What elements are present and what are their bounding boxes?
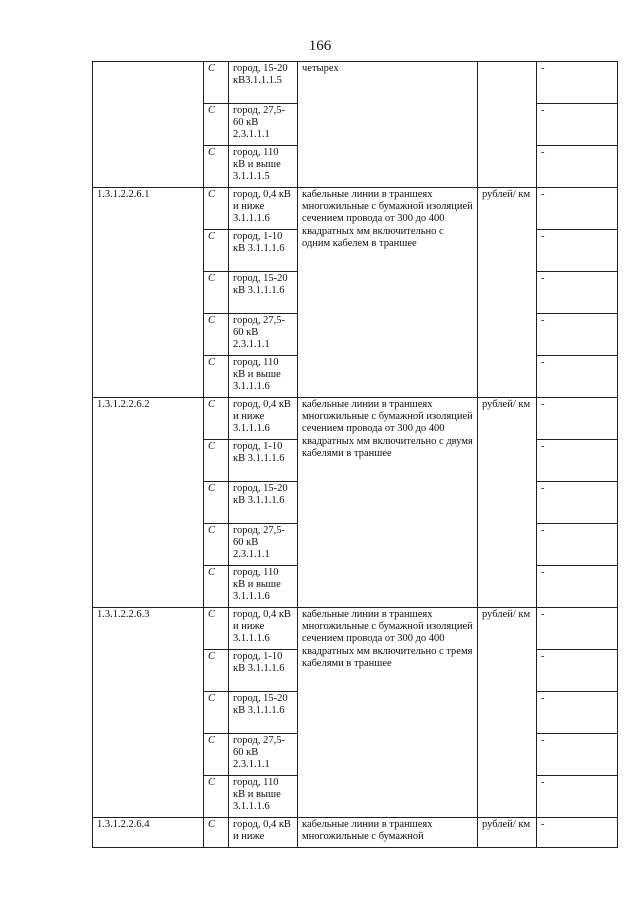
- value-cell: -: [537, 650, 618, 692]
- tariff-table: [92, 61, 618, 848]
- value-cell: -: [537, 188, 618, 230]
- value-cell: -: [537, 62, 618, 104]
- category-cell: С: [204, 188, 229, 230]
- subcategory-cell: город, 110 кВ и выше 3.1.1.1.6: [229, 356, 298, 398]
- subcategory-cell: город, 15-20 кВ 3.1.1.1.6: [229, 692, 298, 734]
- value-cell: -: [537, 440, 618, 482]
- table-row: [93, 608, 618, 650]
- category-cell: С: [204, 104, 229, 146]
- category-cell: С: [204, 272, 229, 314]
- description-cell: кабельные линии в траншеях многожильные с бумажной изоляцией сечением провода от 300 до 400 квадратных мм включительно с одним кабелем в траншее: [298, 188, 478, 398]
- category-cell: С: [204, 692, 229, 734]
- value-cell: -: [537, 482, 618, 524]
- table-body: [93, 62, 618, 848]
- category-cell: С: [204, 818, 229, 848]
- value-cell: -: [537, 524, 618, 566]
- value-cell: -: [537, 566, 618, 608]
- category-cell: С: [204, 524, 229, 566]
- subcategory-cell: город, 110 кВ и выше 3.1.1.1.6: [229, 776, 298, 818]
- category-cell: С: [204, 566, 229, 608]
- page-number: 166: [308, 38, 332, 54]
- value-cell: -: [537, 608, 618, 650]
- subcategory-cell: город, 15-20 кВ3.1.1.1.5: [229, 62, 298, 104]
- subcategory-cell: город, 27,5-60 кВ 2.3.1.1.1: [229, 734, 298, 776]
- code-cell: 1.3.1.2.2.6.2: [93, 398, 204, 608]
- category-cell: С: [204, 314, 229, 356]
- value-cell: -: [537, 230, 618, 272]
- value-cell: -: [537, 146, 618, 188]
- subcategory-cell: город, 1-10 кВ 3.1.1.1.6: [229, 650, 298, 692]
- code-cell: 1.3.1.2.2.6.4: [93, 818, 204, 848]
- table-row: [93, 62, 618, 104]
- category-cell: С: [204, 146, 229, 188]
- unit-cell: рублей/ км: [478, 608, 537, 818]
- description-cell: кабельные линии в траншеях многожильные с бумажной изоляцией сечением провода от 300 до 400 квадратных мм включительно с двумя кабелями в траншее: [298, 398, 478, 608]
- subcategory-cell: город, 1-10 кВ 3.1.1.1.6: [229, 440, 298, 482]
- category-cell: С: [204, 230, 229, 272]
- value-cell: -: [537, 818, 618, 848]
- code-cell: 1.3.1.2.2.6.1: [93, 188, 204, 398]
- unit-cell: [478, 62, 537, 188]
- description-cell: четырех: [298, 62, 478, 188]
- category-cell: С: [204, 62, 229, 104]
- subcategory-cell: город, 110 кВ и выше 3.1.1.1.5: [229, 146, 298, 188]
- category-cell: С: [204, 440, 229, 482]
- code-cell: [93, 62, 204, 188]
- table-row: [93, 398, 618, 440]
- category-cell: С: [204, 734, 229, 776]
- category-cell: С: [204, 356, 229, 398]
- subcategory-cell: город, 0,4 кВ и ниже 3.1.1.1.6: [229, 188, 298, 230]
- category-cell: С: [204, 608, 229, 650]
- category-cell: С: [204, 776, 229, 818]
- value-cell: -: [537, 356, 618, 398]
- table-row: [93, 188, 618, 230]
- unit-cell: рублей/ км: [478, 398, 537, 608]
- subcategory-cell: город, 27,5-60 кВ 2.3.1.1.1: [229, 104, 298, 146]
- subcategory-cell: город, 0,4 кВ и ниже 3.1.1.1.6: [229, 608, 298, 650]
- subcategory-cell: город, 15-20 кВ 3.1.1.1.6: [229, 272, 298, 314]
- category-cell: С: [204, 398, 229, 440]
- description-cell: кабельные линии в траншеях многожильные с бумажной: [298, 818, 478, 848]
- subcategory-cell: город, 0,4 кВ и ниже: [229, 818, 298, 848]
- value-cell: -: [537, 398, 618, 440]
- subcategory-cell: город, 27,5-60 кВ 2.3.1.1.1: [229, 314, 298, 356]
- value-cell: -: [537, 776, 618, 818]
- value-cell: -: [537, 734, 618, 776]
- unit-cell: рублей/ км: [478, 188, 537, 398]
- description-cell: кабельные линии в траншеях многожильные с бумажной изоляцией сечением провода от 300 до 400 квадратных мм включительно с тремя кабелями в траншее: [298, 608, 478, 818]
- table-row: [93, 818, 618, 848]
- category-cell: С: [204, 482, 229, 524]
- subcategory-cell: город, 1-10 кВ 3.1.1.1.6: [229, 230, 298, 272]
- value-cell: -: [537, 692, 618, 734]
- subcategory-cell: город, 15-20 кВ 3.1.1.1.6: [229, 482, 298, 524]
- value-cell: -: [537, 272, 618, 314]
- subcategory-cell: город, 27,5-60 кВ 2.3.1.1.1: [229, 524, 298, 566]
- subcategory-cell: город, 110 кВ и выше 3.1.1.1.6: [229, 566, 298, 608]
- value-cell: -: [537, 104, 618, 146]
- value-cell: -: [537, 314, 618, 356]
- category-cell: С: [204, 650, 229, 692]
- unit-cell: рублей/ км: [478, 818, 537, 848]
- code-cell: 1.3.1.2.2.6.3: [93, 608, 204, 818]
- subcategory-cell: город, 0,4 кВ и ниже 3.1.1.1.6: [229, 398, 298, 440]
